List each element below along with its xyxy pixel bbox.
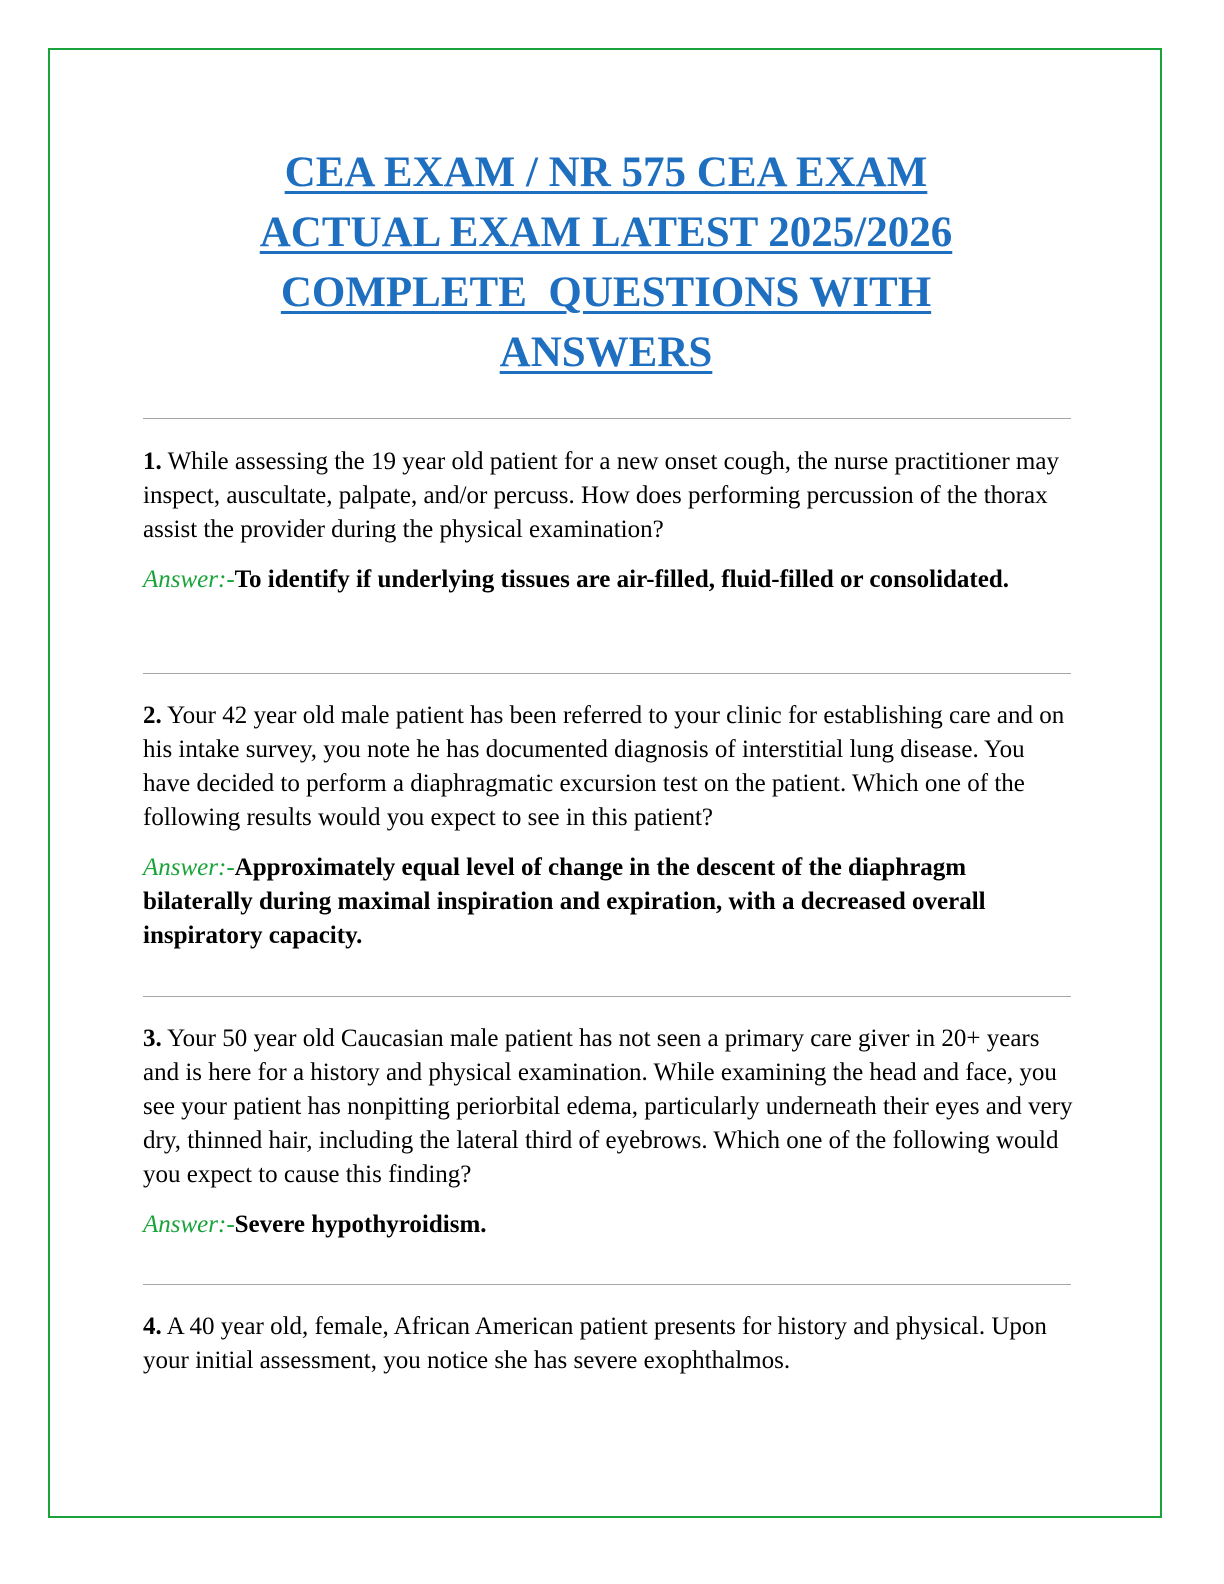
question-text xyxy=(143,1310,1073,1378)
question-block-3 xyxy=(143,1022,1073,1242)
question-number: 4. xyxy=(143,1313,162,1340)
answer-text: Severe hypothyroidism. xyxy=(234,1211,487,1238)
question-block-4 xyxy=(143,1310,1073,1378)
title-line-3: COMPLETE QUESTIONS WITH xyxy=(280,269,932,316)
question-text xyxy=(143,1022,1073,1192)
question-body: While assessing the 19 year old patient for a new onset cough, the nurse practitioner may inspect, auscultate, palpate, and/or percuss. How does performing percussion of the thorax assist the provider during the physical examination? xyxy=(143,448,1059,543)
question-number: 2. xyxy=(143,702,162,729)
title-line-1: CEA EXAM / NR 575 CEA EXAM xyxy=(284,149,928,196)
question-number: 3. xyxy=(143,1025,162,1052)
question-block-2 xyxy=(143,699,1073,953)
question-body: A 40 year old, female, African American patient presents for history and physical. Upon your initial assessment, you notice she has severe exophthalmos. xyxy=(143,1313,1047,1374)
divider xyxy=(143,996,1071,997)
question-body: Your 42 year old male patient has been referred to your clinic for establishing care and on his intake survey, you note he has documented diagnosis of interstitial lung disease. You have decided to perform a diaphragmatic excursion test on the patient. Which one of the following results would you expect to see in this patient? xyxy=(143,702,1065,831)
answer-label: Answer:- xyxy=(143,1211,235,1238)
answer-text: Approximately equal level of change in the descent of the diaphragm bilaterally during maximal inspiration and expiration, with a decreased overall inspiratory capacity. xyxy=(143,854,986,949)
question-number: 1. xyxy=(143,448,162,475)
answer-label: Answer:- xyxy=(143,566,235,593)
document-title xyxy=(150,143,1062,383)
title-line-2: ACTUAL EXAM LATEST 2025/2026 xyxy=(259,209,953,256)
title-line-4: ANSWERS xyxy=(499,329,713,376)
question-text xyxy=(143,699,1073,835)
question-text xyxy=(143,445,1073,547)
divider xyxy=(143,673,1071,674)
divider xyxy=(143,1284,1071,1285)
question-block-1 xyxy=(143,445,1073,597)
answer-text: To identify if underlying tissues are air-filled, fluid-filled or consolidated. xyxy=(234,566,1010,593)
answer xyxy=(143,563,1073,597)
divider xyxy=(143,418,1071,419)
question-body: Your 50 year old Caucasian male patient has not seen a primary care giver in 20+ years and is here for a history and physical examination. While examining the head and face, you see your patient has nonpitting periorbital edema, particularly underneath their eyes and very dry, thinned hair, including the lateral third of eyebrows. Which one of the following would you expect to cause this finding? xyxy=(143,1025,1073,1188)
answer xyxy=(143,1208,1073,1242)
answer xyxy=(143,851,1073,953)
answer-label: Answer:- xyxy=(143,854,235,881)
